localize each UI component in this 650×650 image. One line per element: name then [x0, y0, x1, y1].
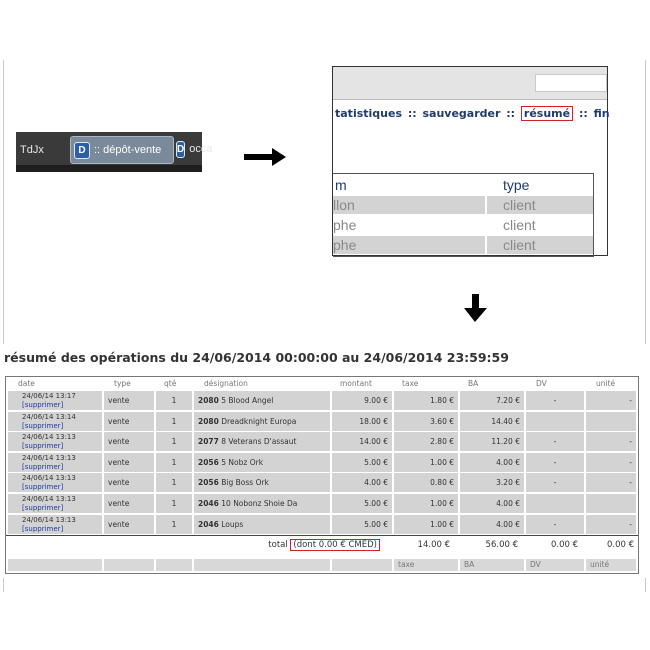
- footer-blank: [8, 559, 102, 571]
- footer-col-ba: BA: [460, 559, 524, 571]
- row-date: 24/06/14 13:13: [22, 474, 76, 483]
- row-unite: -: [586, 453, 636, 472]
- total-label: total: [268, 540, 288, 550]
- row-date: 24/06/14 13:13: [22, 453, 76, 462]
- taskbar-tab-occasion[interactable]: [176, 136, 213, 162]
- row-montant: 5.00 €: [332, 494, 392, 513]
- menu-separator: ::: [407, 107, 417, 120]
- row-qte: 1: [156, 432, 192, 451]
- row-taxe: 1.80 €: [394, 391, 458, 410]
- item-number: 2046: [198, 519, 219, 529]
- total-taxe: 14.00 €: [417, 540, 450, 550]
- row-date: 24/06/14 13:13: [22, 433, 76, 442]
- row-unite: [586, 412, 636, 431]
- row-designation: [194, 453, 330, 472]
- col-ba: BA: [468, 379, 479, 388]
- footer-col-taxe: taxe: [394, 559, 458, 571]
- frame-line-right: [645, 60, 646, 344]
- row-dv: -: [526, 453, 584, 472]
- table-row: [6, 453, 638, 472]
- row-ba: 4.00 €: [460, 453, 524, 472]
- row-designation: [194, 494, 330, 513]
- row-designation: [194, 432, 330, 451]
- table-row: [333, 216, 593, 234]
- report-title: résumé des opérations du 24/06/2014 00:00:00 au 24/06/2014 23:59:59: [4, 350, 509, 365]
- row-taxe: 1.00 €: [394, 453, 458, 472]
- row-designation: [194, 515, 330, 534]
- item-number: 2077: [198, 437, 219, 447]
- row-dv: -: [526, 432, 584, 451]
- col-montant: montant: [340, 379, 372, 388]
- delete-link[interactable]: [supprimer]: [22, 483, 64, 492]
- taskbar-item-first[interactable]: TdJx: [20, 144, 44, 156]
- item-number: 2046: [198, 499, 219, 508]
- row-ba: 7.20 €: [460, 391, 524, 410]
- row-dv: -: [526, 515, 584, 534]
- cell-type: client: [503, 217, 536, 233]
- arrow-right-icon: [244, 154, 274, 160]
- row-montant: 18.00 €: [332, 412, 392, 431]
- menu-item-sauvegarder[interactable]: sauvegarder: [422, 107, 501, 120]
- col-type: type: [114, 379, 131, 388]
- item-name: Dreadknight Europa: [221, 416, 297, 426]
- row-dv: [526, 412, 584, 431]
- item-name: Loups: [221, 519, 244, 529]
- row-type: vente: [104, 412, 154, 431]
- total-label-cell: [150, 538, 384, 552]
- row-date: 24/06/14 13:13: [22, 515, 76, 524]
- row-qte: 1: [156, 453, 192, 472]
- row-qte: 1: [156, 473, 192, 492]
- menu-item-resume[interactable]: résumé: [521, 106, 573, 121]
- footer-blank: [104, 559, 154, 571]
- row-ba: 3.20 €: [460, 473, 524, 492]
- row-dv: -: [526, 473, 584, 492]
- row-type: vente: [104, 473, 154, 492]
- row-ba: 4.00 €: [460, 494, 524, 513]
- table-row: [6, 473, 638, 492]
- item-number: 2080: [198, 396, 219, 405]
- item-name: 10 Nobonz Shoie Da: [221, 499, 298, 508]
- footer-blank: [156, 559, 192, 571]
- row-type: vente: [104, 391, 154, 410]
- row-dv: [526, 494, 584, 513]
- footer-blank: [194, 559, 330, 571]
- taskbar-tab-label: :: dépôt-vente: [94, 144, 162, 156]
- menu-item-statistiques[interactable]: tatistiques: [335, 107, 402, 120]
- row-qte: 1: [156, 494, 192, 513]
- total-ba: 56.00 €: [485, 540, 518, 550]
- taskbar-tab-depot-vente[interactable]: [70, 136, 174, 164]
- row-qte: 1: [156, 412, 192, 431]
- table-row: [6, 391, 638, 410]
- row-montant: 5.00 €: [332, 453, 392, 472]
- row-type: vente: [104, 453, 154, 472]
- date-cell: [8, 453, 102, 472]
- cell-name: phe: [333, 217, 357, 233]
- frame-line-left: [3, 60, 4, 344]
- table-row: [333, 236, 593, 254]
- row-taxe: 3.60 €: [394, 412, 458, 431]
- item-name: 5 Nobz Ork: [221, 457, 264, 467]
- client-table: [333, 173, 594, 257]
- taskbar-bottom-strip: [16, 165, 202, 172]
- row-montant: 4.00 €: [332, 473, 392, 492]
- total-divider: [6, 535, 638, 536]
- date-cell: [8, 412, 102, 431]
- table-row: [6, 494, 638, 513]
- row-taxe: 2.80 €: [394, 432, 458, 451]
- row-date: 24/06/14 13:17: [22, 392, 76, 400]
- row-qte: 1: [156, 515, 192, 534]
- row-taxe: 1.00 €: [394, 494, 458, 513]
- table-row: [6, 515, 638, 534]
- cell-type: client: [503, 237, 536, 253]
- address-input[interactable]: [535, 74, 607, 92]
- row-ba: 11.20 €: [460, 432, 524, 451]
- taskbar-tab-label: occa: [189, 143, 213, 155]
- cell-name: llon: [333, 197, 355, 213]
- total-unite: 0.00 €: [606, 540, 634, 550]
- row-type: vente: [104, 494, 154, 513]
- frame-line-bottom-left: [3, 578, 4, 592]
- footer-col-unite: unité: [586, 559, 636, 571]
- arrow-down-icon: [472, 294, 479, 310]
- item-name: Big Boss Ork: [221, 478, 269, 488]
- col-date: date: [18, 379, 35, 388]
- delete-link[interactable]: [supprimer]: [22, 401, 64, 409]
- row-date: 24/06/14 13:14: [22, 412, 76, 421]
- item-number: 2056: [198, 457, 219, 467]
- row-type: vente: [104, 432, 154, 451]
- date-cell: [8, 432, 102, 451]
- browser-window-crop: [332, 66, 608, 256]
- column-header-name[interactable]: m: [335, 177, 347, 193]
- total-row: [6, 538, 638, 552]
- row-montant: 5.00 €: [332, 515, 392, 534]
- row-montant: 14.00 €: [332, 432, 392, 451]
- report-footer-row: [6, 559, 638, 571]
- row-designation: [194, 412, 330, 431]
- menu-separator: ::: [578, 107, 588, 120]
- col-designation: désignation: [204, 379, 248, 388]
- menu-item-fin[interactable]: fin: [593, 107, 610, 120]
- col-taxe: taxe: [402, 379, 419, 388]
- row-qte: 1: [156, 391, 192, 410]
- row-montant: 9.00 €: [332, 391, 392, 410]
- row-ba: 4.00 €: [460, 515, 524, 534]
- item-name: 8 Veterans D'assaut: [221, 437, 297, 447]
- column-divider: [485, 196, 487, 254]
- table-row: [333, 196, 593, 214]
- app-d-icon: D: [74, 142, 90, 159]
- delete-link[interactable]: [supprimer]: [22, 462, 64, 471]
- date-cell: [8, 391, 102, 410]
- footer-blank: [332, 559, 392, 571]
- row-unite: -: [586, 515, 636, 534]
- footer-col-dv: DV: [526, 559, 584, 571]
- cell-type: client: [503, 197, 536, 213]
- col-unite: unité: [596, 379, 616, 388]
- row-designation: [194, 473, 330, 492]
- row-taxe: 0.80 €: [394, 473, 458, 492]
- row-date: 24/06/14 13:13: [22, 495, 76, 503]
- delete-link[interactable]: [supprimer]: [22, 504, 64, 512]
- row-taxe: 1.00 €: [394, 515, 458, 534]
- taskbar: [16, 132, 213, 172]
- total-cmed-note: (dont 0.00 € CMED): [290, 539, 380, 551]
- item-number: 2056: [198, 478, 219, 488]
- row-unite: [586, 494, 636, 513]
- cell-name: phe: [333, 237, 357, 253]
- col-dv: DV: [536, 379, 547, 388]
- row-unite: -: [586, 391, 636, 410]
- delete-link[interactable]: [supprimer]: [22, 442, 64, 451]
- operations-report-table: [5, 376, 639, 574]
- row-designation: [194, 391, 330, 410]
- row-unite: -: [586, 432, 636, 451]
- row-ba: 14.40 €: [460, 412, 524, 431]
- browser-toolbar: [333, 67, 607, 100]
- date-cell: [8, 473, 102, 492]
- column-header-type[interactable]: type: [503, 177, 530, 193]
- menu-separator: ::: [506, 107, 516, 120]
- row-type: vente: [104, 515, 154, 534]
- item-number: 2080: [198, 416, 219, 426]
- delete-link[interactable]: [supprimer]: [22, 524, 64, 533]
- table-row: [6, 412, 638, 431]
- row-dv: -: [526, 391, 584, 410]
- client-table-header: [333, 176, 593, 194]
- col-qte: qté: [164, 379, 177, 388]
- item-name: 5 Blood Angel: [221, 396, 274, 405]
- report-header-row: [6, 377, 638, 390]
- row-unite: -: [586, 473, 636, 492]
- date-cell: [8, 494, 102, 513]
- frame-line-bottom-right: [645, 578, 646, 592]
- table-row: [6, 432, 638, 451]
- delete-link[interactable]: [supprimer]: [22, 421, 64, 430]
- date-cell: [8, 515, 102, 534]
- total-dv: 0.00 €: [550, 540, 578, 550]
- nav-menu: [335, 107, 610, 120]
- app-d-icon: D: [176, 141, 185, 158]
